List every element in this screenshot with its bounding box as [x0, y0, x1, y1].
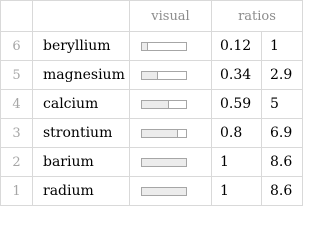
ratio-value: 1 — [212, 148, 262, 177]
element-name: magnesium — [33, 61, 130, 90]
ratio-value: 0.34 — [212, 61, 262, 90]
ratio-value: 0.12 — [212, 32, 262, 61]
table-row — [1, 32, 303, 61]
ratio-bar — [141, 187, 187, 196]
ratio-bar — [141, 158, 187, 167]
element-name: beryllium — [33, 32, 130, 61]
element-name: strontium — [33, 119, 130, 148]
visual-cell — [130, 119, 212, 148]
row-index: 6 — [1, 32, 33, 61]
ratio-bar — [141, 42, 187, 51]
visual-cell — [130, 90, 212, 119]
visual-cell — [130, 32, 212, 61]
ratio-bar-fill — [142, 101, 169, 108]
header-ratios: ratios — [212, 1, 303, 32]
table-row — [1, 177, 303, 206]
row-index: 1 — [1, 177, 33, 206]
ratio-multiple: 8.6 — [262, 148, 303, 177]
ratio-bar-fill — [142, 43, 148, 50]
table-row — [1, 119, 303, 148]
ratio-bar-fill — [142, 159, 186, 166]
visual-cell — [130, 61, 212, 90]
table-row — [1, 61, 303, 90]
ratio-value: 0.59 — [212, 90, 262, 119]
ratio-bar — [141, 129, 187, 138]
ratio-value: 1 — [212, 177, 262, 206]
header-name — [33, 1, 130, 32]
ratio-multiple: 5 — [262, 90, 303, 119]
element-name: radium — [33, 177, 130, 206]
table-row — [1, 90, 303, 119]
ratio-multiple: 8.6 — [262, 177, 303, 206]
header-index — [1, 1, 33, 32]
header-visual: visual — [130, 1, 212, 32]
row-index: 5 — [1, 61, 33, 90]
ratio-multiple: 2.9 — [262, 61, 303, 90]
row-index: 2 — [1, 148, 33, 177]
header-row — [1, 1, 303, 32]
element-name: barium — [33, 148, 130, 177]
ratio-multiple: 6.9 — [262, 119, 303, 148]
element-name: calcium — [33, 90, 130, 119]
ratio-bar-fill — [142, 130, 178, 137]
ratio-bar — [141, 100, 187, 109]
ratio-bar — [141, 71, 187, 80]
table-row — [1, 148, 303, 177]
visual-cell — [130, 148, 212, 177]
ratio-value: 0.8 — [212, 119, 262, 148]
ratio-multiple: 1 — [262, 32, 303, 61]
visual-cell — [130, 177, 212, 206]
row-index: 3 — [1, 119, 33, 148]
row-index: 4 — [1, 90, 33, 119]
ratio-bar-fill — [142, 188, 186, 195]
ratio-bar-fill — [142, 72, 158, 79]
